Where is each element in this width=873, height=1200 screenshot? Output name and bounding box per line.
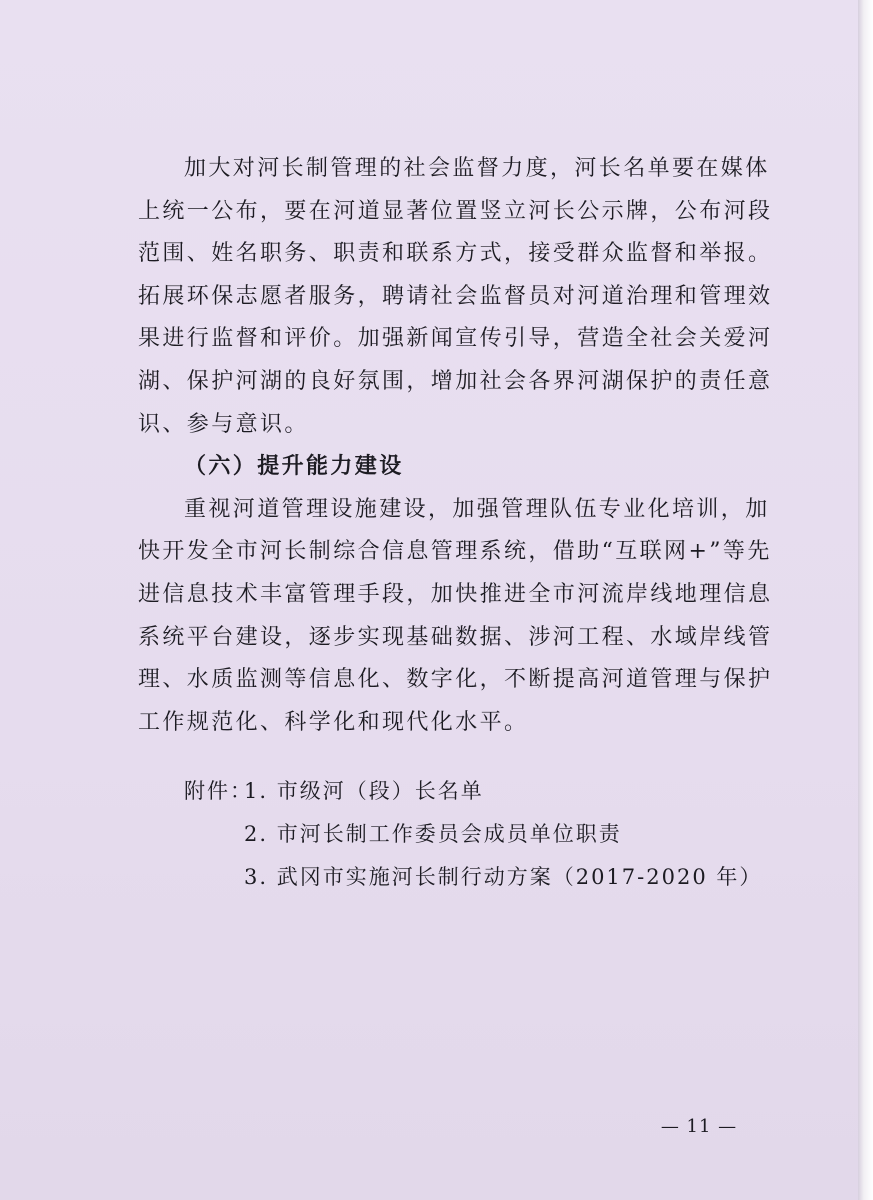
text-line: 进信息技术丰富管理手段，加快推进全市河流岸线地理信息: [138, 581, 773, 607]
attachment-text: 1. 市级河（段）长名单: [244, 779, 484, 803]
attachments-list: [184, 770, 762, 899]
text-line: 重视河道管理设施建设，加强管理队伍专业化培训，加: [184, 496, 770, 522]
attachment-text: 2. 市河长制工作委员会成员单位职责: [244, 822, 622, 846]
text-line: 拓展环保志愿者服务，聘请社会监督员对河道治理和管理效: [138, 283, 773, 309]
text-line: 加大对河长制管理的社会监督力度，河长名单要在媒体: [184, 156, 770, 181]
attachment-text: 3. 武冈市实施河长制行动方案（2017-2020 年）: [244, 865, 763, 889]
text-line: 快开发全市河长制综合信息管理系统，借助“互联网+”等先: [138, 539, 772, 565]
text-line: 范围、姓名职务、职责和联系方式，接受群众监督和举报。: [138, 241, 773, 267]
scan-edge: [858, 0, 873, 1200]
body-text: [138, 148, 773, 744]
text-line: 识、参与意识。: [138, 411, 309, 437]
text-line: 湖、保护河湖的良好氛围，增加社会各界河湖保护的责任意: [138, 368, 773, 394]
page-number: — 11 —: [660, 1116, 738, 1137]
attachment-item: [184, 813, 762, 856]
text-line: 上统一公布，要在河道显著位置竖立河长公示牌，公布河段: [138, 198, 773, 224]
text-line: 理、水质监测等信息化、数字化，不断提高河道管理与保护: [138, 667, 773, 693]
text-line: 工作规范化、科学化和现代化水平。: [138, 709, 529, 735]
text-line: 果进行监督和评价。加强新闻宣传引导，营造全社会关爱河: [138, 326, 773, 352]
section-heading: （六）提升能力建设: [184, 454, 404, 480]
attachment-item: [184, 770, 762, 813]
attachments-label: 附件：: [184, 779, 253, 803]
text-line: 系统平台建设，逐步实现基础数据、涉河工程、水域岸线管: [138, 624, 773, 650]
attachment-item: [184, 856, 762, 899]
